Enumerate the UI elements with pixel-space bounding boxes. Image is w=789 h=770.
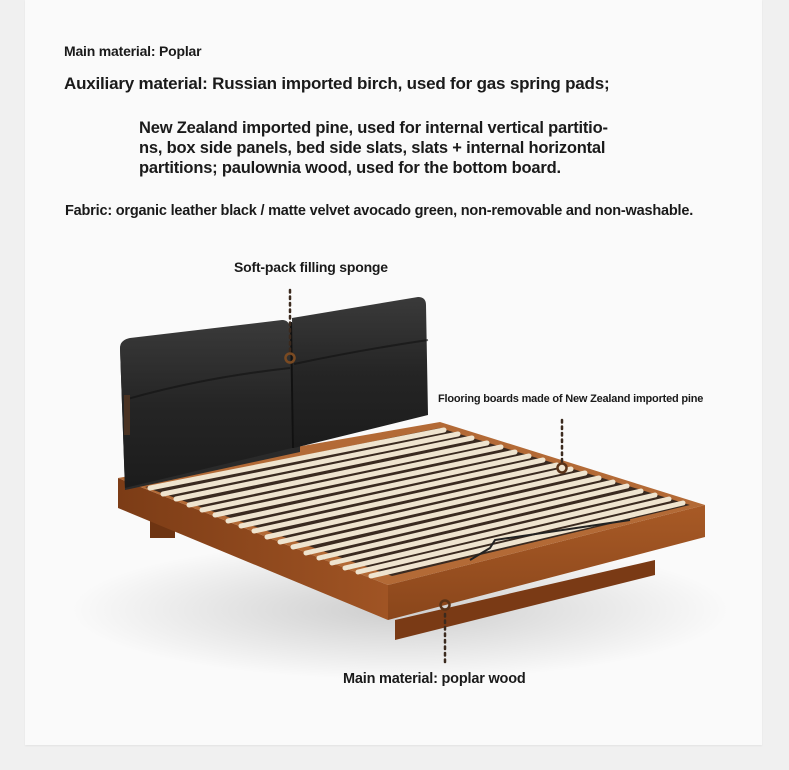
aux-line-3: partitions; paulownia wood, used for the bottom board.	[139, 159, 561, 177]
callout-label-slats: Flooring boards made of New Zealand imported pine	[438, 393, 704, 405]
callout-slats-marker	[558, 420, 567, 473]
main-material-text: Main material: Poplar	[64, 43, 202, 59]
auxiliary-material-text: Auxiliary material: Russian imported birch, used for gas spring pads;	[64, 74, 610, 93]
fabric-text: Fabric: organic leather black / matte velvet avocado green, non-removable and non-washable.	[65, 203, 694, 219]
callout-label-sponge: Soft-pack filling sponge	[234, 259, 388, 275]
aux-line-2: ns, box side panels, bed side slats, slats + internal horizontal	[139, 139, 606, 157]
aux-line-1: New Zealand imported pine, used for internal vertical partitio-	[139, 119, 608, 137]
callout-label-frame: Main material: poplar wood	[343, 671, 526, 687]
